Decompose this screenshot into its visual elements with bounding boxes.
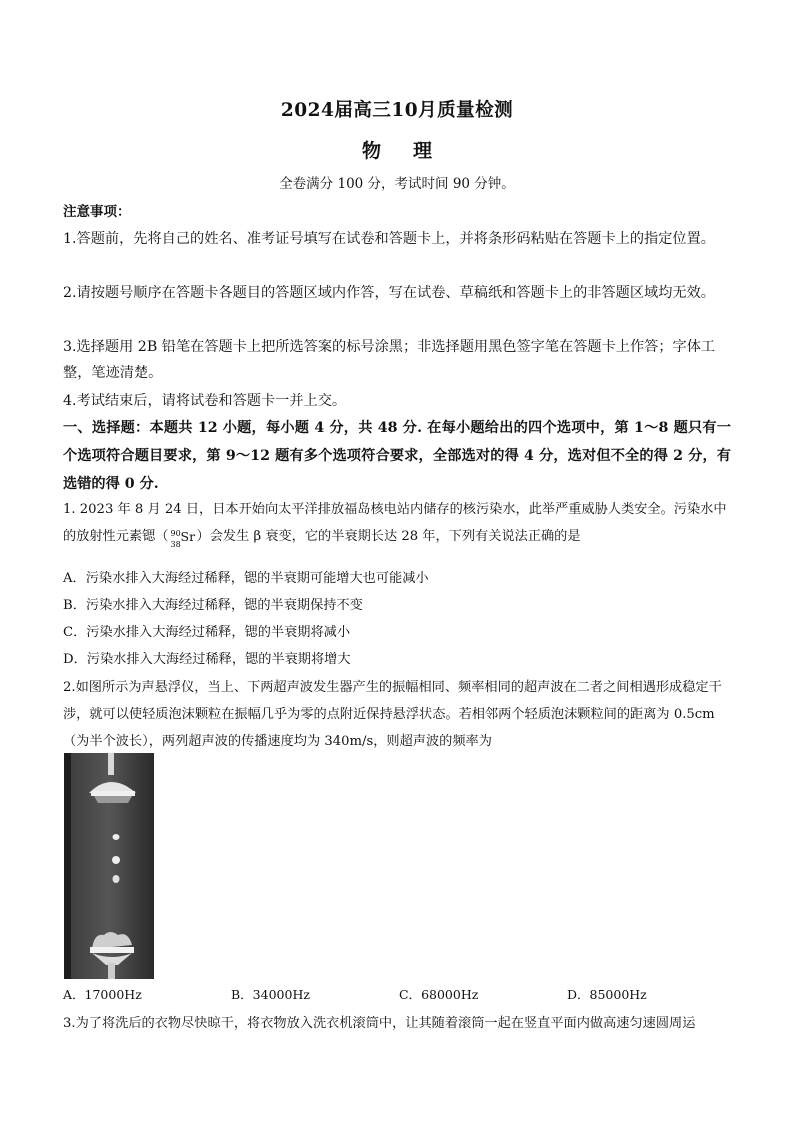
question-1-option-b: B．污染水排入大海经过稀释，锶的半衰期保持不变 <box>63 598 363 613</box>
subject-char-1: 物 <box>361 140 381 162</box>
notice-item-4: 4.考试结束后，请将试卷和答题卡一并上交。 <box>63 393 347 409</box>
section-heading: 一、选择题：本题共 12 小题，每小题 4 分，共 48 分. 在每小题给出的四个选项中，第 1～8 题只有一个选项符合题目要求，第 9～12 题有多个选项符合要求，全部选对的得 4 分，选对但不全的得 2 分，有选错的得 0 分. <box>63 420 731 492</box>
notice-item-1: 1.答题前，先将自己的姓名、准考证号填写在试卷和答题卡上，并将条形码粘贴在答题卡上的指定位置。 <box>63 231 715 247</box>
isotope-element: Sr <box>180 529 196 544</box>
acoustic-levitator-photo <box>64 753 154 979</box>
isotope-mass: 90 <box>170 529 181 538</box>
question-1 <box>63 496 731 550</box>
question-2: 2.如图所示为声悬浮仪，当上、下两超声波发生器产生的振幅相同、频率相同的超声波在二者之间相遇形成稳定干涉，就可以使轻质泡沫颗粒在振幅几乎为零的点附近保持悬浮状态。若相邻两个轻质泡沫颗粒间的距离为 0.5cm（为半个波长），两列超声波的传播速度均为 340m/s，则超声波的频率为 <box>63 680 722 749</box>
subject-title <box>0 136 794 163</box>
question-2-option-a: A．17000Hz <box>63 987 142 1002</box>
subject-char-2: 理 <box>413 140 433 162</box>
notice-heading: 注意事项： <box>63 204 131 220</box>
question-1-text-before: 1. 2023 年 8 月 24 日，日本开始向太平洋排放福岛核电站内储存的核污染水，此举严重威胁人类安全。污染水中的放射性元素锶（ <box>63 502 727 544</box>
question-1-option-d: D．污染水排入大海经过稀释，锶的半衰期将增大 <box>63 652 351 667</box>
question-1-text-after: ）会发生 β 衰变，它的半衰期长达 28 年，下列有关说法正确的是 <box>196 529 581 544</box>
notice-item-2: 2.请按题号顺序在答题卡各题目的答题区域内作答，写在试卷、草稿纸和答题卡上的非答题区域均无效。 <box>63 285 715 301</box>
question-3: 3.为了将洗后的衣物尽快晾干，将衣物放入洗衣机滚筒中，让其随着滚筒一起在竖直平面内做高速匀速圆周运 <box>63 1016 696 1031</box>
exam-title: 2024届高三10月质量检测 <box>280 100 514 121</box>
question-2-option-b: B．34000Hz <box>231 987 310 1002</box>
levitator-image <box>64 753 154 979</box>
notice-item-3: 3.选择题用 2B 铅笔在答题卡上把所选答案的标号涂黑；非选择题用黑色签字笔在答题卡上作答；字体工整，笔迹清楚。 <box>63 339 716 381</box>
question-2-option-d: D．85000Hz <box>567 987 647 1002</box>
question-1-option-c: C．污染水排入大海经过稀释，锶的半衰期将减小 <box>63 625 351 640</box>
isotope-atomic: 38 <box>170 540 181 549</box>
exam-subtitle: 全卷满分 100 分，考试时间 90 分钟。 <box>279 176 515 192</box>
question-2-option-c: C．68000Hz <box>399 987 479 1002</box>
isotope-symbol <box>170 523 196 549</box>
question-1-option-a: A．污染水排入大海经过稀释，锶的半衰期可能增大也可能减小 <box>63 571 429 586</box>
